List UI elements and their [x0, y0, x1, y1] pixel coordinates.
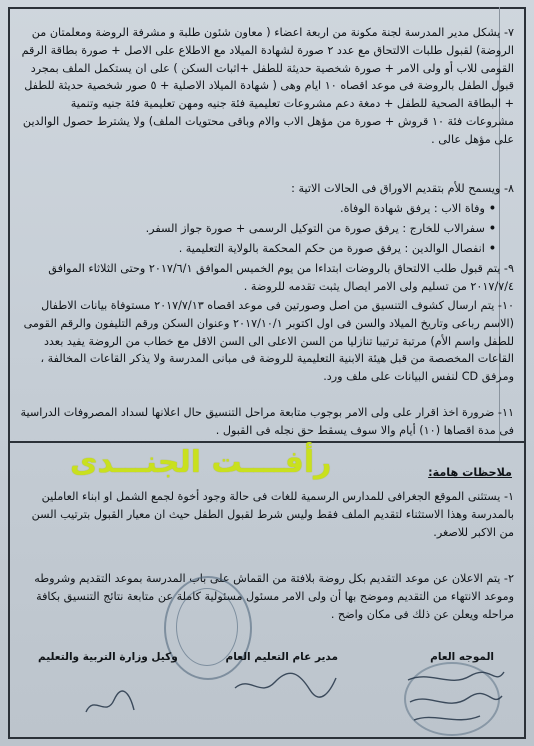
list-item [26, 200, 496, 218]
list-item [26, 220, 496, 238]
signature-title-left: وكيل وزارة التربية والتعليم [38, 651, 178, 663]
paragraph-10: ١٠- يتم ارسال كشوف التنسيق من اصل وصورتين فى موعد اقصاه ٢٠١٧/٧/١٣ مستوفاة بيانات الاطفال (الاسم رباعى وتاريخ الميلاد والسن فى اول اكتوبر ٢٠١٧/١٠/١ وعنوان السكن ورقم التليفون والرقم القومى للطفل واسم الأم) مرتبة ترتيبا تنازليا من السن الاعلى الى السن الاقل مع خطاب من الروضة يفيد بعدد القاعات المخصصة من قبل هيئة الابنية التعليمية للروضة فى مبانى المدرسة ولا يذكر القاعات المخالفة ، ومرفق CD لنفس البيانات على ملف ورد. [23, 299, 514, 384]
section-divider [8, 441, 526, 443]
bullet-icon: • [488, 222, 496, 235]
handwritten-watermark: رأفــــت الجنـــدى [70, 445, 332, 480]
bullet-icon: • [488, 242, 496, 255]
list-item-text: سفرالاب للخارج : يرفق صورة من التوكيل الرسمى + صورة جواز السفر. [145, 222, 485, 235]
list-item-text: انفصال الوالدين : يرفق صورة من حكم المحكمة بالولاية التعليمية . [178, 242, 485, 255]
paragraph-11: ١١- ضرورة اخذ اقرار على ولى الامر بوجوب متابعة مراحل التنسيق حال اعلانها لسداد المصروفات الدراسية فى مدة اقصاها (١٠) أيام والا سوف يسقط حق نجله فى القبول . [20, 406, 514, 437]
signature-scribble-middle [230, 670, 340, 700]
bullet-icon: • [488, 202, 496, 215]
round-stamp [164, 576, 252, 680]
signature-scribble-left [80, 684, 140, 724]
notes-heading: ملاحظات هامة: [428, 466, 512, 479]
list-item [26, 240, 496, 258]
paragraph-8: ٨- ويسمح للأم بتقديم الاوراق فى الحالات الاتية : [291, 182, 514, 195]
note-2: ٢- يتم الاعلان عن موعد التقديم بكل روضة بلافتة من القماش على باب المدرسة بموعد التقديم وشروطه وموعد الانتهاء من التقديم وموضح بها أن ولى الامر مسئول مسئولية كاملة عن متابعة نتائج التنسيق بكافة مراحله ويعلن عن ذلك فى مكان واضح . [34, 572, 514, 621]
signature-scribble-right [400, 668, 510, 728]
paragraph-7: ٧- يشكل مدير المدرسة لجنة مكونة من اربعة اعضاء ( معاون شئون طلبة و مشرفة الروضة ومعلمتان من الروضة) لقبول طلبات الالتحاق مع عدد ٢ صورة لشهادة الميلاد مع الاطلاع على الاصل + صورة بطاقة الرقم القومى للاب أو ولى الامر + صورة شخصية حديثة للطفل +اثبات السكن ) على ان يستكمل الملف بمجرد قبول الطفل بالروضة فى موعد اقصاه ١٠ ايام وهى ( شهادة الميلاد الاصلية + ٥ صور شخصية حديثة للطفل + البطاقة الصحية للطفل + دمغة دعم مشروعات تعليمية فئة جنيه ومهن تعليمية فئة جنيه وتنمية مشروعات فئة ١٠ قروش + صورة من مؤهل الاب والام وباقى محتويات الملف) ولا يشترط حصول الوالدين على مؤهل عالى . [21, 26, 514, 146]
list-item-text: وفاة الاب : يرفق شهادة الوفاة. [340, 202, 485, 215]
paragraph-9: ٩- يتم قبول طلب الالتحاق بالروضات ابتداءا من يوم الخميس الموافق ٢٠١٧/٦/١ وحتى الثلاثاء الموافق ٢٠١٧/٧/٤ من تسليم ولى الامر ايصال يثبت تقدمه للروضة . [48, 262, 514, 293]
signature-title-right: الموجه العام [430, 651, 494, 663]
note-1: ١- يستثنى الموقع الجغرافى للمدارس الرسمية للغات فى حالة وجود أخوة لجمع الشمل او ابناء العاملين بالمدرسة وهذا الاستثناء لتقديم الملف فقط وليس شرط لقبول الطفل حيث ان معيار القبول بترتيب السن من الاكبر للاصغر. [31, 490, 514, 539]
signature-title-middle: مدير عام التعليم العام [225, 651, 338, 663]
